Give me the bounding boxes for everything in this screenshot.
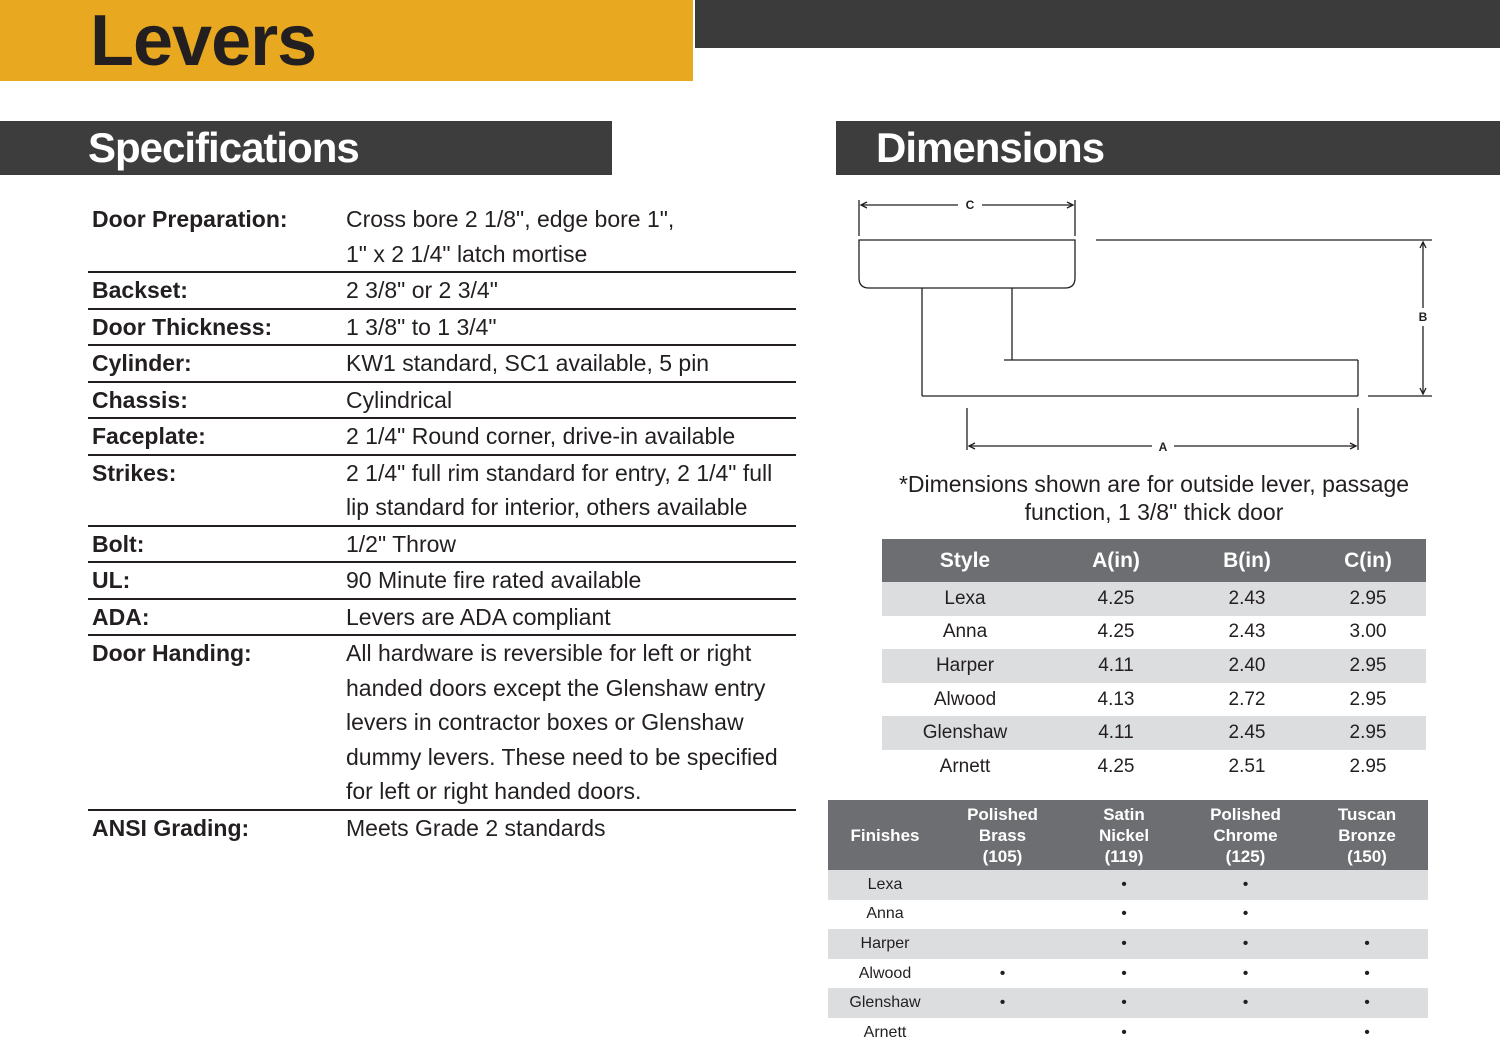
polished-brass-cell: •	[999, 964, 1006, 982]
spec-row	[88, 456, 796, 527]
spec-row	[88, 383, 796, 420]
dimensions-note	[882, 470, 1426, 526]
dimensions-row	[882, 750, 1426, 784]
spec-label: UL:	[92, 567, 131, 593]
satin-nickel-cell: •	[1121, 964, 1127, 982]
spec-value	[346, 383, 796, 418]
spec-label: Cylinder:	[92, 350, 192, 376]
a-cell: 4.11	[1048, 649, 1184, 683]
finishes-table-header	[828, 800, 1428, 870]
a-cell: 4.25	[1097, 621, 1135, 643]
finish-header-line: (119)	[1104, 846, 1144, 866]
a-cell: 4.25	[1097, 755, 1135, 777]
dimensions-row	[882, 716, 1426, 750]
finishes-row	[828, 988, 1428, 1018]
dimensions-heading-bar	[836, 121, 1500, 175]
style-cell: Alwood	[933, 688, 997, 710]
b-cell: 2.45	[1184, 716, 1310, 750]
finish-style-cell: Arnett	[863, 1023, 907, 1041]
spec-value	[346, 456, 796, 525]
dimensions-row	[882, 683, 1426, 717]
dim-b-label: B	[1418, 310, 1428, 324]
b-cell: 2.43	[1228, 621, 1266, 643]
polished-brass-cell	[942, 900, 1063, 930]
b-cell: 2.40	[1184, 649, 1310, 683]
finish-header-line: Nickel	[1098, 825, 1150, 845]
finish-header-line: (125)	[1225, 846, 1266, 866]
polished-chrome-cell: •	[1185, 929, 1306, 959]
finishes-row	[828, 900, 1428, 930]
spec-value-line: 90 Minute fire rated available	[346, 567, 642, 593]
finish-style-cell: Anna	[866, 905, 904, 923]
finish-header-line: Brass	[978, 825, 1027, 845]
col-header-satin-nickel	[1063, 800, 1185, 870]
dimensions-row	[882, 649, 1426, 683]
spec-label: Bolt:	[92, 530, 145, 557]
col-header-tuscan-bronze	[1306, 800, 1428, 870]
spec-row	[88, 419, 796, 456]
spec-value-line: lip standard for interior, others available	[346, 494, 748, 520]
finishes-table	[828, 800, 1428, 1048]
style-cell: Glenshaw	[882, 716, 1048, 750]
finish-header-line: Satin	[1103, 804, 1145, 824]
polished-brass-cell: •	[942, 988, 1063, 1018]
c-cell: 3.00	[1349, 621, 1387, 643]
specifications-table	[88, 202, 796, 845]
polished-chrome-cell: •	[1242, 905, 1249, 923]
spec-value-line: 1 3/8" to 1 3/4"	[346, 313, 497, 340]
finish-header-line: Tuscan	[1337, 804, 1397, 824]
col-header-finishes	[828, 800, 942, 870]
satin-nickel-cell: •	[1121, 905, 1127, 923]
spec-value	[346, 600, 796, 635]
col-header-style: Style	[882, 539, 1048, 582]
spec-label: ADA:	[92, 603, 150, 630]
spec-row	[88, 527, 796, 564]
finish-style-cell: Alwood	[858, 964, 912, 982]
finishes-row	[828, 959, 1428, 989]
spec-value-line: 1" x 2 1/4" latch mortise	[346, 240, 588, 267]
spec-row	[88, 346, 796, 383]
dimensions-row	[882, 616, 1426, 650]
finish-header-line: Polished	[967, 804, 1038, 824]
tuscan-bronze-cell: •	[1306, 929, 1428, 959]
spec-label: Faceplate:	[92, 423, 206, 449]
spec-value-line: Meets Grade 2 standards	[346, 814, 606, 841]
spec-row	[88, 811, 796, 846]
spec-value-line: dummy levers. These need to be specified	[346, 743, 778, 770]
c-cell: 2.95	[1349, 755, 1387, 777]
satin-nickel-cell: •	[1063, 870, 1185, 900]
finish-style-cell: Lexa	[828, 870, 942, 900]
spec-row	[88, 202, 796, 273]
spec-label: Door Preparation:	[92, 206, 288, 232]
spec-row	[88, 310, 796, 347]
finishes-row	[828, 1018, 1428, 1048]
c-cell: 2.95	[1310, 649, 1426, 683]
c-cell: 2.95	[1310, 716, 1426, 750]
dimensions-table	[882, 539, 1426, 784]
spec-value-line: 1/2" Throw	[346, 530, 457, 557]
dimensions-heading: Dimensions	[876, 124, 1105, 171]
top-decor-bar	[695, 0, 1500, 48]
col-header-polished-chrome	[1185, 800, 1306, 870]
a-cell: 4.11	[1048, 716, 1184, 750]
spec-value	[346, 419, 796, 454]
spec-label: ANSI Grading:	[92, 814, 250, 841]
satin-nickel-cell: •	[1121, 1023, 1127, 1041]
spec-value-line: KW1 standard, SC1 available, 5 pin	[346, 350, 710, 376]
spec-value	[346, 636, 796, 809]
tuscan-bronze-cell	[1306, 900, 1428, 930]
col-header-polished-brass	[942, 800, 1063, 870]
spec-value-line: Levers are ADA compliant	[346, 603, 611, 630]
spec-row	[88, 636, 796, 811]
style-cell: Harper	[882, 649, 1048, 683]
finish-header-line: Finishes	[850, 825, 920, 845]
polished-brass-cell	[942, 870, 1063, 900]
satin-nickel-cell: •	[1063, 988, 1185, 1018]
satin-nickel-cell: •	[1063, 929, 1185, 959]
style-cell: Anna	[942, 621, 988, 643]
spec-value	[346, 811, 796, 846]
col-header-a: A(in)	[1048, 539, 1184, 582]
polished-chrome-cell: •	[1242, 964, 1249, 982]
spec-value	[346, 346, 796, 381]
finish-style-cell: Harper	[828, 929, 942, 959]
polished-chrome-cell: •	[1185, 870, 1306, 900]
dimensions-note-line-2: function, 1 3/8" thick door	[1024, 499, 1284, 525]
spec-row	[88, 273, 796, 310]
tuscan-bronze-cell	[1306, 870, 1428, 900]
polished-chrome-cell	[1185, 1018, 1306, 1048]
dim-c-label: C	[965, 198, 975, 212]
specifications-heading: Specifications	[88, 124, 359, 171]
page-title: Levers	[90, 1, 317, 81]
tuscan-bronze-cell: •	[1306, 988, 1428, 1018]
spec-value-line: 2 3/8" or 2 3/4"	[346, 277, 498, 303]
spec-value-line: 2 1/4" Round corner, drive-in available	[346, 423, 736, 449]
style-cell: Arnett	[939, 755, 991, 777]
a-cell: 4.13	[1097, 688, 1135, 710]
dimensions-table-header	[882, 539, 1426, 582]
spec-value-line: Cylindrical	[346, 386, 453, 413]
col-header-c: C(in)	[1310, 539, 1426, 582]
spec-value	[346, 563, 796, 598]
spec-value	[346, 273, 796, 308]
b-cell: 2.51	[1228, 755, 1266, 777]
finish-header-line: (150)	[1347, 846, 1387, 866]
spec-label: Backset:	[92, 277, 188, 303]
finishes-row	[828, 929, 1428, 959]
finishes-row	[828, 870, 1428, 900]
spec-value-line: 2 1/4" full rim standard for entry, 2 1/4" full	[346, 459, 773, 486]
spec-label: Door Thickness:	[92, 313, 273, 340]
style-cell: Lexa	[882, 582, 1048, 616]
dim-a-label: A	[1158, 440, 1168, 454]
spec-value-line: Cross bore 2 1/8", edge bore 1",	[346, 206, 675, 232]
lever-dimension-diagram	[850, 192, 1450, 462]
finish-header-line: Polished	[1210, 804, 1281, 824]
spec-row	[88, 563, 796, 600]
b-cell: 2.72	[1228, 688, 1266, 710]
dimensions-note-line-1: *Dimensions shown are for outside lever, passage	[898, 471, 1410, 497]
spec-value-line: All hardware is reversible for left or right	[346, 640, 752, 666]
polished-brass-cell	[942, 929, 1063, 959]
b-cell: 2.43	[1184, 582, 1310, 616]
col-header-b: B(in)	[1184, 539, 1310, 582]
finish-header-line: (105)	[982, 846, 1023, 866]
spec-value	[346, 310, 796, 345]
c-cell: 2.95	[1349, 688, 1387, 710]
c-cell: 2.95	[1310, 582, 1426, 616]
polished-brass-cell	[942, 1018, 1063, 1048]
dimensions-row	[882, 582, 1426, 616]
polished-chrome-cell: •	[1185, 988, 1306, 1018]
spec-value-line: for left or right handed doors.	[346, 778, 642, 804]
spec-value	[346, 202, 796, 271]
spec-row	[88, 600, 796, 637]
a-cell: 4.25	[1048, 582, 1184, 616]
finish-header-line: Chrome	[1213, 825, 1278, 845]
finish-header-line: Bronze	[1338, 825, 1396, 845]
title-banner	[0, 0, 693, 81]
spec-label: Door Handing:	[92, 640, 252, 666]
spec-label: Strikes:	[92, 459, 177, 486]
finish-style-cell: Glenshaw	[828, 988, 942, 1018]
specifications-heading-bar	[0, 121, 612, 175]
rose-outline	[859, 240, 1075, 288]
tuscan-bronze-cell: •	[1364, 1023, 1370, 1041]
spec-label: Chassis:	[92, 386, 188, 413]
spec-value-line: levers in contractor boxes or Glenshaw	[346, 709, 744, 735]
tuscan-bronze-cell: •	[1364, 964, 1370, 982]
spec-value-line: handed doors except the Glenshaw entry	[346, 674, 766, 701]
spec-value	[346, 527, 796, 562]
